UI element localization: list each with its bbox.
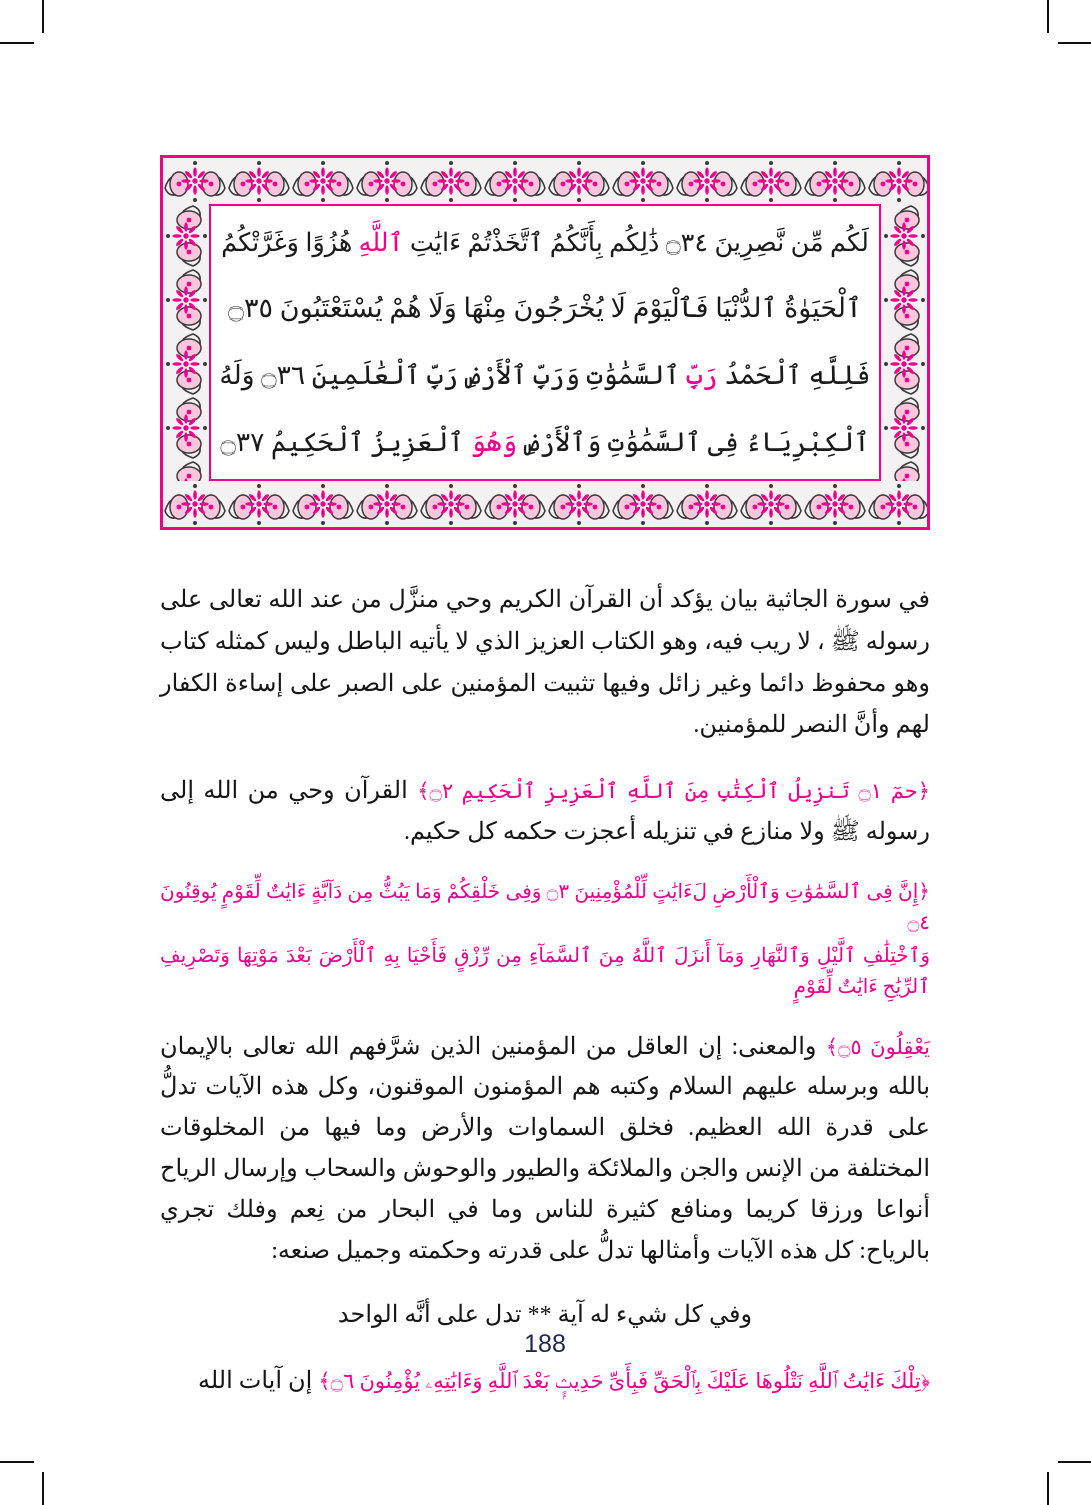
- crop-mark-bottom-right-horizontal: [1058, 1461, 1091, 1463]
- crop-mark-top-left-horizontal: [0, 42, 34, 44]
- quran-quote-line: ﴿إِنَّ فِى ٱلسَّمَٰوَٰتِ وَٱلْأَرْضِ لَءَايَٰتٍ لِّلْمُؤْمِنِينَ ۝٣ وَفِى خَلْقِكُمْ وَمَا يَبُثُّ مِن دَآبَّةٍ ءَايَٰتٌ لِّقَوْمٍ يُوقِنُونَ ۝٤: [160, 880, 930, 934]
- quran-line: ٱلْكِبْرِيَاءُ فِى ٱلسَّمَٰوَٰتِ وَٱلْأَرْضِ وَهُوَ ٱلْعَزِيزُ ٱلْحَكِيمُ ۝٣٧: [220, 426, 870, 457]
- floral-motif-icon: [163, 481, 927, 527]
- page-content-column: [160, 0, 930, 1505]
- quran-highlighted-word: رَبِّ: [686, 360, 718, 391]
- quran-quote: ﴿حمٓ ۝١ تَنزِيلُ ٱلْكِتَٰبِ مِنَ ٱللَّهِ ٱلْعَزِيزِ ٱلْحَكِيمِ ۝٢﴾: [417, 779, 931, 803]
- floral-motif-icon: [163, 204, 209, 481]
- tafsir-quote-one-line: [160, 771, 930, 853]
- floral-motif-icon: [163, 158, 927, 204]
- tafsir-paragraph-intro: في سورة الجاثية بيان يؤكد أن القرآن الكريم وحي منزَّل من عند الله تعالى على رسوله ﷺ ، لا ريب فيه، وهو الكتاب العزيز الذي لا يأتيه الباطل وليس كمثله كتاب وهو محفوظ دائما وغير زائل وفيها تثبيت المؤمنين على الصبر على إساءة الكفار لهم وأنَّ النصر للمؤمنين.: [160, 587, 931, 739]
- page-number: 188: [524, 1330, 566, 1358]
- tafsir-paragraph-meaning: [160, 1027, 930, 1272]
- quran-quote: ﴿تِلْكَ ءَايَٰتُ ٱللَّهِ نَتْلُوهَا عَلَيْكَ بِٱلْحَقِّ فَبِأَىِّ حَدِيثٍۭ بَعْدَ ٱللَّهِ وَءَايَٰتِهِۦ يُؤْمِنُونَ ۝٦﴾: [318, 1369, 930, 1394]
- ornament-band-left: [163, 204, 209, 481]
- ornament-band-top: [163, 158, 927, 204]
- crop-mark-top-left-vertical: [42, 0, 44, 33]
- ornament-band-right: [881, 204, 927, 481]
- tafsir-commentary: القرآن وحي من الله إلى رسوله ﷺ ولا منازع في تنزيله أعجزت حكمه كل حكيم.: [160, 778, 930, 845]
- quran-highlighted-word: ٱللَّهِ: [358, 227, 404, 257]
- crop-mark-top-right-vertical: [1047, 0, 1049, 33]
- crop-mark-bottom-left-vertical: [42, 1472, 44, 1505]
- tafsir-quote-three-line: [160, 1361, 930, 1402]
- ornament-band-bottom: [163, 481, 927, 527]
- quran-verse-lines: [217, 210, 873, 475]
- tafsir-poetry-line: وفي كل شيء له آية ** تدل على أنَّه الواحد: [337, 1302, 753, 1329]
- crop-mark-bottom-left-horizontal: [0, 1461, 34, 1463]
- quran-line: ٱلْحَيَوٰةُ ٱلدُّنْيَا فَٱلْيَوْمَ لَا يُخْرَجُونَ مِنْهَا وَلَا هُمْ يُسْتَعْتَبُونَ ۝٣٥: [228, 293, 862, 324]
- quran-line: لَكُم مِّن نَّصِرِينَ ۝٣٤ ذَٰلِكُم بِأَنَّكُمُ ٱتَّخَذْتُمْ ءَايَٰتِ ٱللَّهِ هُزُوًا وَغَرَّتْكُمُ: [221, 227, 869, 257]
- tafsir-tail-text: إن آيات الله: [197, 1368, 313, 1395]
- quran-quote-line: وَٱخْتِلَٰفِ ٱلَّيْلِ وَٱلنَّهَارِ وَمَآ أَنزَلَ ٱللَّهُ مِنَ ٱلسَّمَآءِ مِن رِّزْقٍ فَأَحْيَا بِهِ ٱلْأَرْضَ بَعْدَ مَوْتِهَا وَتَصْرِيفِ ٱلرِّيَٰحِ ءَايَٰتٌ لِّقَوْمٍ: [160, 944, 930, 998]
- quran-highlighted-word: وَهُوَ: [470, 426, 518, 457]
- floral-motif-icon: [881, 204, 927, 481]
- crop-mark-bottom-right-vertical: [1047, 1472, 1049, 1505]
- quran-line: فَلِلَّهِ ٱلْحَمْدُ رَبِّ ٱلسَّمَٰوَٰتِ وَرَبِّ ٱلْأَرْضِ رَبِّ ٱلْعَٰلَمِينَ ۝٣٦ وَلَهُ: [219, 360, 871, 391]
- crop-mark-top-right-horizontal: [1058, 42, 1091, 44]
- tafsir-commentary: والمعنى: إن العاقل من المؤمنين الذين شرَّفهم الله تعالى بالإيمان بالله وبرسله عليهم السلام وكتبه هم المؤمنون الموقنون، وكل هذه الآيات تدلُّ على قدرة الله العظيم. فخلق السماوات والأرض وما فيها من المخلوقات المختلفة من الإنس والجن والملائكة والطيور والوحوش والسحاب وإرسال الرياح أنواعا ورزقا كريما ومنافع كثيرة للناس وما في البحار من نِعم وفلك تجري بالرياح: كل هذه الآيات وأمثالها تدلُّ على قدرته وحكمته وجميل صنعه:: [160, 1033, 930, 1264]
- tafsir-body: [160, 580, 930, 1426]
- quran-ornamental-frame: [160, 155, 930, 530]
- quran-quote-line: يَعْقِلُونَ ۝٥﴾: [825, 1034, 931, 1059]
